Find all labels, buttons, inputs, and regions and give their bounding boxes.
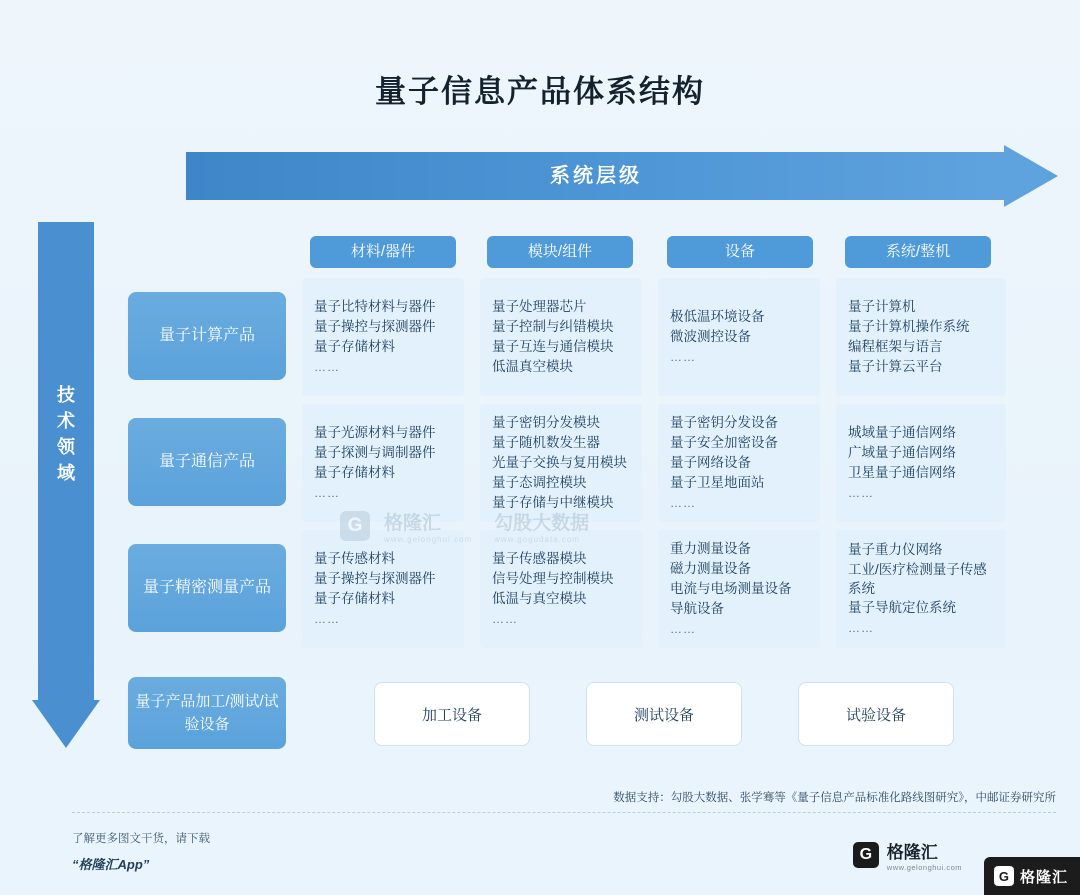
cell-computing-modules: [480, 278, 642, 396]
cell-line: ……: [492, 612, 518, 626]
cell-line: 重力测量设备: [670, 541, 751, 556]
watermark-brand-2: 勾股大数据: [494, 513, 590, 534]
corner-brand-badge: [984, 857, 1080, 895]
watermark-url: www.gelonghui.com: [384, 535, 473, 544]
cell-line: ……: [848, 621, 874, 635]
footer-logo-icon: G: [853, 842, 879, 868]
cell-metrology-materials: [302, 530, 464, 648]
vertical-axis-arrow: [38, 222, 94, 750]
watermark-url-2: www.gogudata.com: [494, 535, 580, 544]
cell-line: 量子态调控模块: [492, 475, 587, 490]
cell-computing-devices: [658, 278, 820, 396]
cell-line: 量子存储与中继模块: [492, 495, 614, 510]
page-title: 量子信息产品体系结构: [375, 74, 705, 109]
column-header-materials: 材料/器件: [310, 236, 456, 268]
cell-computing-systems: [836, 278, 1006, 396]
cell-line: 极低温环境设备: [670, 309, 765, 324]
corner-brand-name: 格隆汇: [1019, 868, 1068, 886]
cell-line: 量子计算云平台: [848, 359, 943, 374]
footer-promo-text: 了解更多图文干货，请下载: [72, 833, 210, 845]
cell-communication-materials: [302, 404, 464, 522]
matrix-row-computing: [112, 278, 1044, 396]
bottom-row-label: 量子产品加工/测试/试验设备: [128, 677, 286, 749]
cell-line: 量子控制与纠错模块: [492, 319, 614, 334]
cell-line: 量子密钥分发设备: [670, 415, 778, 430]
cell-line: 量子重力仪网络: [848, 542, 943, 557]
column-header-devices: 设备: [667, 236, 813, 268]
cell-line: ……: [670, 350, 696, 364]
cell-line: 信号处理与控制模块: [492, 571, 614, 586]
matrix-grid: [112, 222, 1044, 750]
cell-line: ……: [314, 360, 340, 374]
footer-app-name[interactable]: “格隆汇App”: [72, 857, 150, 872]
row-label-computing: 量子计算产品: [128, 292, 286, 380]
cell-line: 低温真空模块: [492, 359, 573, 374]
footer-logo-url: www.gelonghui.com: [886, 863, 962, 872]
cell-metrology-modules: [480, 530, 642, 648]
cell-line: 光量子交换与复用模块: [492, 455, 627, 470]
cell-metrology-devices: [658, 530, 820, 648]
cell-line: 编程框架与语言: [848, 339, 943, 354]
cell-line: 卫星量子通信网络: [848, 465, 956, 480]
horizontal-axis-arrow: [186, 152, 1058, 200]
cell-line: 量子导航定位系统: [848, 600, 956, 615]
corner-logo-icon: G: [994, 866, 1014, 886]
cell-communication-modules: [480, 404, 642, 522]
horizontal-arrow-head-icon: [1004, 145, 1058, 207]
vertical-arrow-head-icon: [32, 700, 100, 748]
cell-line: 量子安全加密设备: [670, 435, 778, 450]
cell-communication-systems: [836, 404, 1006, 522]
bottom-box-processing: 加工设备: [374, 682, 530, 746]
cell-line: 量子计算机: [848, 299, 916, 314]
cell-line: ……: [670, 496, 696, 510]
cell-line: 量子处理器芯片: [492, 299, 587, 314]
cell-line: 磁力测量设备: [670, 561, 751, 576]
cell-line: 导航设备: [670, 601, 724, 616]
footer-logo-name: 格隆汇: [886, 843, 938, 862]
column-header-row: [112, 222, 1044, 278]
cell-line: 微波测控设备: [670, 329, 751, 344]
bottom-row: [112, 672, 1044, 754]
cell-line: 量子操控与探测器件: [314, 319, 436, 334]
footer-promo-block: [72, 826, 210, 878]
cell-line: 量子互连与通信模块: [492, 339, 614, 354]
source-note: 数据支持：勾股大数据、张学骞等《量子信息产品标准化路线图研究》，中邮证券研究所: [613, 792, 1056, 804]
cell-line: 量子网络设备: [670, 455, 751, 470]
cell-line: 量子存储材料: [314, 465, 395, 480]
matrix-row-communication: [112, 404, 1044, 522]
cell-communication-devices: [658, 404, 820, 522]
footer-logo: [853, 838, 962, 872]
watermark-brand: 格隆汇: [384, 513, 442, 534]
cell-line: 电流与电场测量设备: [670, 581, 792, 596]
cell-line: ……: [314, 486, 340, 500]
column-header-systems: 系统/整机: [845, 236, 991, 268]
cell-line: 量子光源材料与器件: [314, 425, 436, 440]
cell-line: ……: [314, 612, 340, 626]
cell-line: ……: [670, 622, 696, 636]
cell-line: 量子存储材料: [314, 591, 395, 606]
matrix-row-metrology: [112, 530, 1044, 648]
row-label-metrology: 量子精密测量产品: [128, 544, 286, 632]
bottom-box-testing: 测试设备: [586, 682, 742, 746]
cell-computing-materials: [302, 278, 464, 396]
cell-line: 量子传感材料: [314, 551, 395, 566]
cell-line: 量子存储材料: [314, 339, 395, 354]
cell-line: 量子密钥分发模块: [492, 415, 600, 430]
cell-line: 量子探测与调制器件: [314, 445, 436, 460]
bottom-box-experiment: 试验设备: [798, 682, 954, 746]
cell-line: ……: [848, 486, 874, 500]
watermark-logo-icon: G: [340, 511, 370, 541]
cell-line: 量子传感器模块: [492, 551, 587, 566]
cell-line: 量子操控与探测器件: [314, 571, 436, 586]
cell-line: 广域量子通信网络: [848, 445, 956, 460]
cell-line: 城域量子通信网络: [848, 425, 956, 440]
cell-line: 低温与真空模块: [492, 591, 587, 606]
cell-line: 量子比特材料与器件: [314, 299, 436, 314]
vertical-axis-label: 技术领域: [57, 385, 75, 483]
cell-line: 量子计算机操作系统: [848, 319, 970, 334]
cell-line: 工业/医疗检测量子传感系统: [848, 562, 987, 596]
row-label-communication: 量子通信产品: [128, 418, 286, 506]
cell-metrology-systems: [836, 530, 1006, 648]
horizontal-axis-label: 系统层级: [550, 165, 642, 187]
cell-line: 量子卫星地面站: [670, 475, 765, 490]
column-header-modules: 模块/组件: [487, 236, 633, 268]
footer-divider: [72, 812, 1056, 813]
cell-line: 量子随机数发生器: [492, 435, 600, 450]
